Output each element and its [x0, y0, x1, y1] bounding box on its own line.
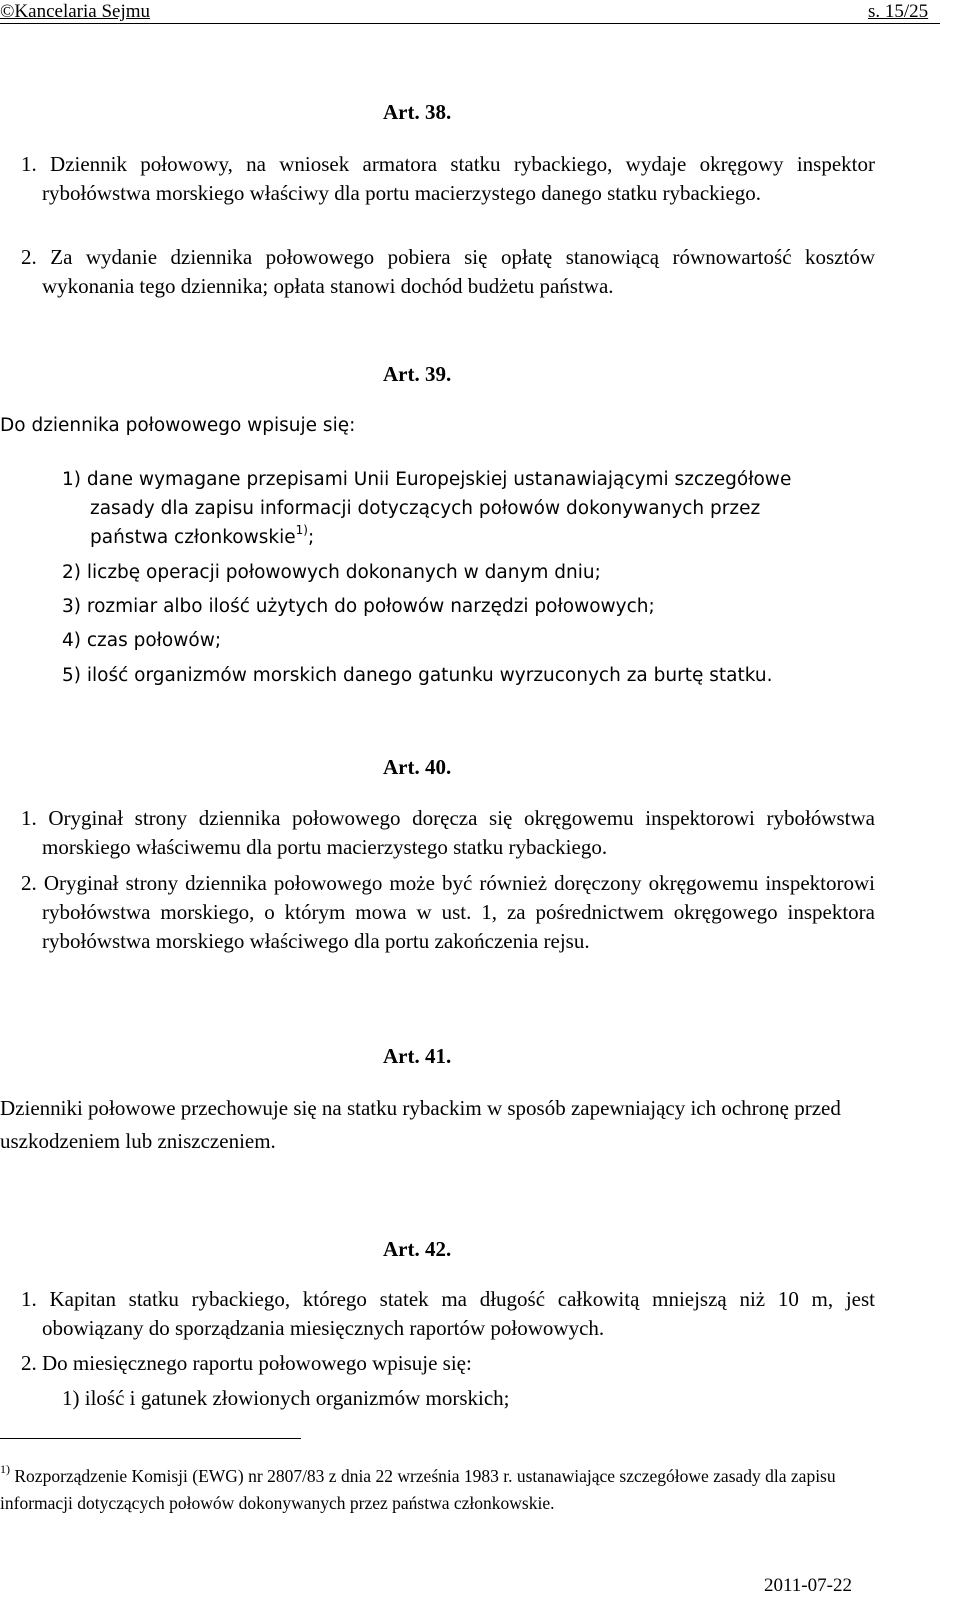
item-text: Kapitan statku rybackiego, którego statek ma długość całkowitą mniejszą niż 10 m, jest obowiązany do sporządzania miesięcznych raportów połowowych. — [42, 1287, 875, 1340]
article-39-item-3: 3) rozmiar albo ilość użytych do połowów narzędzi połowowych; — [62, 596, 655, 617]
footnote-marker: 1) — [0, 1462, 10, 1477]
item-number: 1. — [21, 806, 37, 830]
article-39-item-4: 4) czas połowów; — [62, 630, 222, 651]
item-number: 2. — [21, 245, 37, 269]
item-text: Oryginał strony dziennika połowowego może być również doręczony okręgowemu inspektorowi rybołówstwa morskiego, o którym mowa w ust. 1, za pośrednictwem okręgowego inspektora rybołówstwa morskiego właściwego dla portu zakończenia rejsu. — [42, 871, 876, 953]
article-42-subitem-1: 1) ilość i gatunek złowionych organizmów morskich; — [62, 1386, 510, 1410]
article-40-item-2 — [21, 869, 875, 956]
article-39-intro: Do dziennika połowowego wpisuje się: — [0, 415, 356, 436]
item-text: Za wydanie dziennika połowowego pobiera się opłatę stanowiącą równowartość kosztów wykonania tego dziennika; opłata stanowi dochód budżetu państwa. — [42, 245, 876, 298]
copyright-notice: ©Kancelaria Sejmu — [0, 1, 151, 22]
article-42-heading: Art. 42. — [383, 1237, 452, 1261]
footnote-text: Rozporządzenie Komisji (EWG) nr 2807/83 z dnia 22 września 1983 r. ustanawiające szczegółowe zasady dla zapisu informacji dotyczących połowów dokonywanych przez państwa członkowskie. — [0, 1466, 836, 1513]
footnote — [0, 1463, 860, 1517]
item-number: 1. — [21, 1287, 37, 1311]
article-40-heading: Art. 40. — [383, 755, 452, 779]
item-text: Dziennik połowowy, na wniosek armatora statku rybackiego, wydaje okręgowy inspektor rybołówstwa morskiego właściwy dla portu macierzystego danego statku rybackiego. — [42, 152, 875, 205]
document-date: 2011-07-22 — [764, 1575, 852, 1596]
item-line: zasady dla zapisu informacji dotyczących połowów dokonywanych przez — [90, 498, 761, 519]
item-number: 2. — [21, 1351, 37, 1375]
article-42-item-2 — [21, 1349, 472, 1378]
item-line: 1) dane wymagane przepisami Unii Europejskiej ustanawiającymi szczegółowe — [62, 469, 792, 490]
article-40-item-1 — [21, 804, 875, 862]
item-text: Do miesięcznego raportu połowowego wpisuje się: — [42, 1351, 472, 1375]
item-number: 1. — [21, 152, 37, 176]
header-divider — [0, 23, 940, 24]
article-38-heading: Art. 38. — [383, 100, 452, 124]
item-text: Oryginał strony dziennika połowowego doręcza się okręgowemu inspektorowi rybołówstwa morskiego właściwemu dla portu macierzystego statku rybackiego. — [42, 806, 875, 859]
article-41-text: Dzienniki połowowe przechowuje się na statku rybackim w sposób zapewniający ich ochronę przed uszkodzeniem lub zniszczeniem. — [0, 1096, 841, 1153]
article-41-heading: Art. 41. — [383, 1044, 452, 1068]
article-39-item-5: 5) ilość organizmów morskich danego gatunku wyrzuconych za burtę statku. — [62, 665, 773, 686]
item-number: 2. — [21, 871, 37, 895]
article-39-item-2: 2) liczbę operacji połowowych dokonanych w danym dniu; — [62, 562, 601, 583]
footnote-divider — [0, 1438, 301, 1439]
article-38-item-2 — [21, 243, 875, 301]
article-42-item-1 — [21, 1285, 875, 1343]
page-number: s. 15/25 — [868, 1, 929, 22]
article-39-heading: Art. 39. — [383, 362, 452, 386]
article-39-item-1 — [62, 465, 859, 552]
item-line: państwa członkowskie — [90, 527, 296, 548]
footnote-reference: 1) — [295, 522, 308, 537]
article-38-item-1 — [21, 150, 875, 208]
item-punctuation: ; — [307, 527, 315, 548]
